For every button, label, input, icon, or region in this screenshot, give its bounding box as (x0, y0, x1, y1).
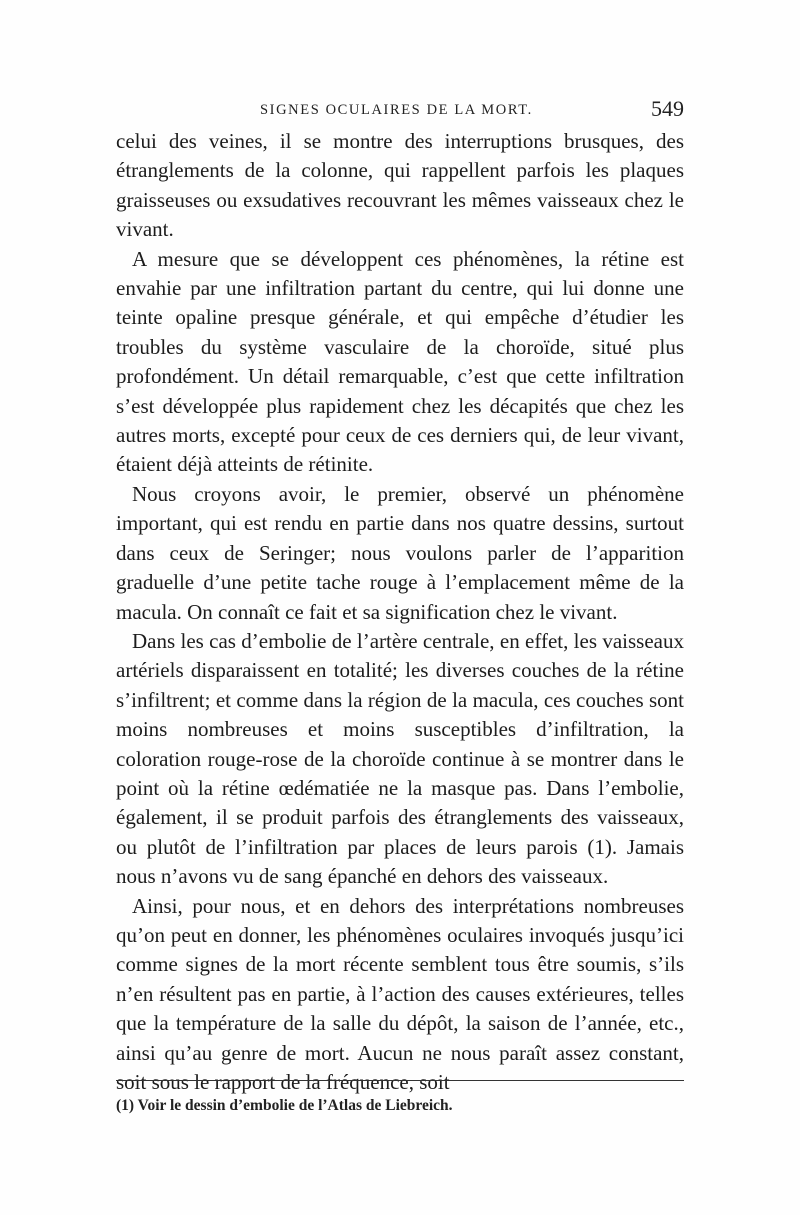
paragraph: Nous croyons avoir, le premier, observé un phénomène important, qui est rendu en partie dans nos quatre dessins, surtout dans ceux de Seringer; nous voulons parler de l’apparition graduelle d’une petite tache rouge à l’emplacement même de la macula. On connaît ce fait et sa signification chez le vivant. (116, 481, 684, 624)
paragraph: Ainsi, pour nous, et en dehors des interprétations nombreuses qu’on peut en donner, les phénomènes oculaires invoqués jusqu’ici comme signes de la mort récente semblent tous être soumis, s’ils n’en résultent pas en partie, à l’action des causes extérieures, telles que la température de la salle du dépôt, la saison de l’année, etc., ainsi qu’au genre de mort. Aucun ne nous paraît assez constant, soit sous le rapport de la fréquence, soit (116, 893, 684, 1094)
running-head (116, 96, 684, 124)
paragraph-continued: celui des veines, il se montre des interruptions brusques, des étranglements de la colonne, qui rappellent parfois les plaques graisseuses ou exsudatives recouvrant les mêmes vaisseaux chez le vivant. (116, 129, 684, 242)
paragraph: Dans les cas d’embolie de l’artère centrale, en effet, les vaisseaux artériels disparaissent en totalité; les diverses couches de la rétine s’infiltrent; et comme dans la région de la macula, ces couches sont moins nombreuses et moins susceptibles d’infiltration, la coloration rouge-rose de la choroïde continue à se montrer dans le point où la rétine œdématiée ne la masque pas. Dans l’embolie, également, il se produit parfois des étranglements des vaisseaux, ou plutôt de l’infiltration par places de leurs parois (1). Jamais nous n’avons vu de sang épanché en dehors des vaisseaux. (116, 628, 684, 889)
page-number: 549 (651, 96, 684, 121)
paragraph: A mesure que se développent ces phénomènes, la rétine est envahie par une infiltration partant du centre, qui lui donne une teinte opaline presque générale, et qui empêche d’étudier les troubles du système vasculaire de la choroïde, situé plus profondément. Un détail remarquable, c’est que cette infiltration s’est développée plus rapidement chez les décapités que chez les autres morts, excepté pour ceux de ces derniers qui, de leur vivant, étaient déjà atteints de rétinite. (116, 246, 684, 477)
body-text (116, 127, 684, 1097)
footnote: (1) Voir le dessin d’embolie de l’Atlas de Liebreich. (116, 1097, 453, 1114)
running-title: SIGNES OCULAIRES DE LA MORT. (260, 102, 533, 118)
footnote-divider (116, 1080, 684, 1081)
